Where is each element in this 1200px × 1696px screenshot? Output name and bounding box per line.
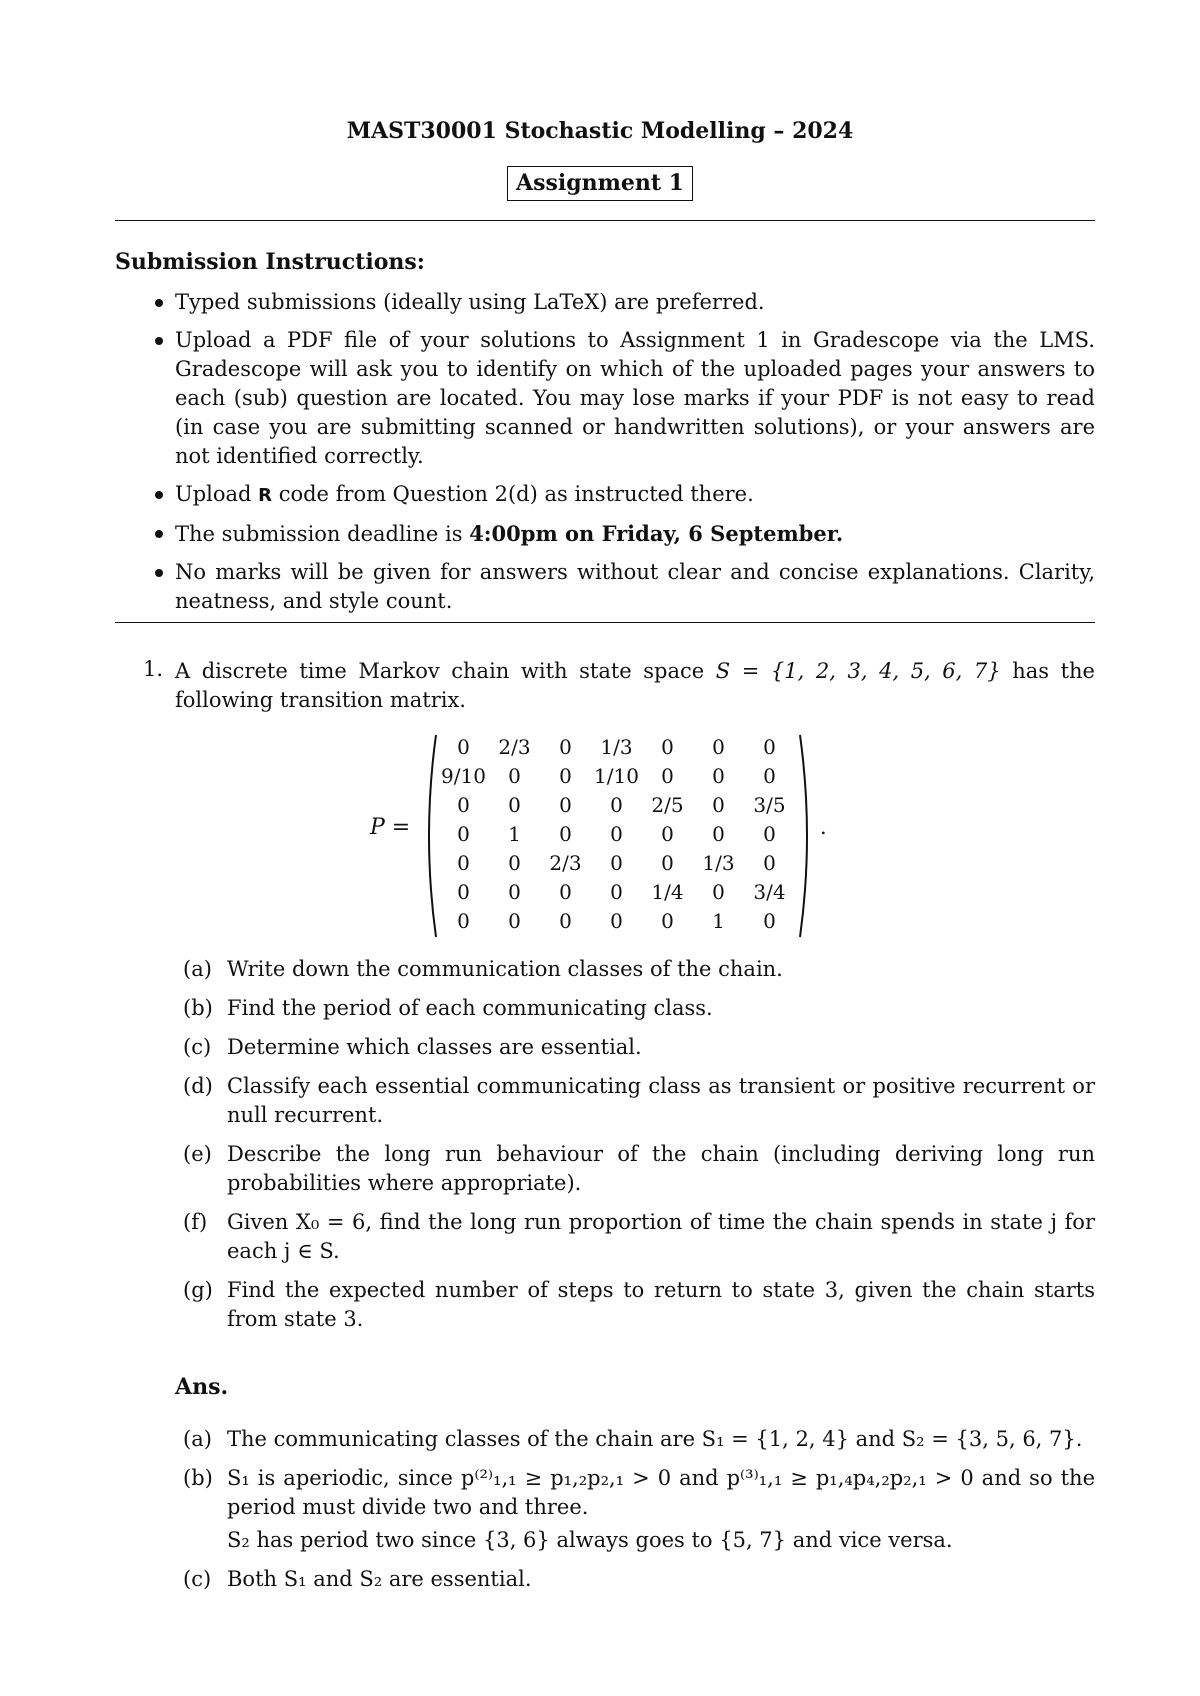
r-logo: R (258, 485, 273, 506)
document-title: MAST30001 Stochastic Modelling – 2024 (346, 118, 854, 144)
matrix-cell: 1/3 (702, 851, 735, 875)
answer-a: (a) The communicating classes of the chain are S₁ = {1, 2, 4} and S₂ = {3, 5, 6, 7}. (183, 1427, 1083, 1451)
bullet-icon (155, 299, 163, 307)
part-label: (c) (183, 1035, 212, 1059)
matrix-cell: 0 (610, 880, 623, 904)
matrix-cell: 0 (763, 851, 776, 875)
part-text: Write down the communication classes of the chain. (227, 957, 783, 981)
matrix-cell: 2/5 (651, 793, 684, 817)
matrix-cell: 0 (712, 764, 725, 788)
matrix-cell: 0 (712, 822, 725, 846)
matrix-cell: 0 (763, 822, 776, 846)
part-text: Describe the long run behaviour of the chain (including deriving long run probabilities where appropriate). (227, 1142, 1095, 1195)
matrix-cell: 0 (559, 822, 572, 846)
left-paren-icon (420, 733, 438, 939)
part-text: Find the period of each communicating class. (227, 996, 713, 1020)
matrix-cell: 0 (661, 909, 674, 933)
right-paren-icon (798, 733, 816, 939)
matrix-cell: 0 (712, 735, 725, 759)
part-label: (a) (183, 957, 212, 981)
matrix-row (438, 762, 795, 791)
matrix-row (438, 733, 795, 762)
answer-heading: Ans. (175, 1374, 229, 1400)
matrix-cell: 0 (712, 793, 725, 817)
part-label: (g) (183, 1278, 213, 1302)
matrix-cell: 1/4 (651, 880, 684, 904)
question-part (175, 1140, 1095, 1198)
question-number: 1. (143, 657, 164, 681)
matrix-cell: 0 (559, 735, 572, 759)
matrix-row (438, 849, 795, 878)
matrix-cell: 0 (763, 764, 776, 788)
matrix-cell: 1 (712, 909, 725, 933)
matrix-cell: 0 (559, 880, 572, 904)
part-label: (f) (183, 1210, 208, 1234)
matrix-body (438, 733, 795, 936)
question-part (175, 955, 1095, 984)
matrix-cell: 0 (457, 793, 470, 817)
instruction-item: Typed submissions (ideally using LaTeX) are preferred. (115, 288, 1095, 317)
question-intro: A discrete time Markov chain with state space S = {1, 2, 3, 4, 5, 6, 7} has the following transition matrix. (175, 659, 1095, 712)
instruction-item: Upload R code from Question 2(d) as instructed there. (115, 480, 1095, 510)
matrix-period: . (820, 815, 827, 839)
answer-b: (b) S₁ is aperiodic, since p⁽²⁾₁,₁ ≥ p₁,₂p₂,₁ > 0 and p⁽³⁾₁,₁ ≥ p₁,₄p₄,₂p₂,₁ > 0 and so the period must divide two and three. S₂ has period two since {3, 6} always goes to {5, 7} and vice versa. (175, 1464, 1095, 1555)
part-label: (d) (183, 1074, 213, 1098)
matrix-cell: 0 (508, 793, 521, 817)
matrix-cell: 0 (508, 764, 521, 788)
matrix-cell: 0 (712, 880, 725, 904)
matrix-cell: 0 (559, 909, 572, 933)
matrix-cell: 0 (661, 735, 674, 759)
matrix-row (438, 907, 795, 936)
instruction-item: The submission deadline is 4:00pm on Friday, 6 September. (115, 519, 1095, 549)
matrix-row (438, 878, 795, 907)
bottom-divider (115, 622, 1095, 623)
part-text: Given X₀ = 6, find the long run proportion of time the chain spends in state j for each j ∈ S. (227, 1210, 1095, 1263)
assignment-label: Assignment 1 (507, 166, 693, 201)
matrix-cell: 1/10 (594, 764, 639, 788)
question-part (175, 1276, 1095, 1334)
matrix-cell: 0 (508, 851, 521, 875)
part-label: (e) (183, 1142, 212, 1166)
matrix-cell: 0 (763, 909, 776, 933)
matrix-cell: 9/10 (441, 764, 486, 788)
matrix-cell: 0 (610, 909, 623, 933)
matrix-cell: 0 (457, 735, 470, 759)
top-divider (115, 220, 1095, 221)
matrix-cell: 0 (457, 880, 470, 904)
latex-logo: LaTeX (533, 290, 600, 314)
matrix-row (438, 820, 795, 849)
part-label: (b) (183, 996, 213, 1020)
question-part (175, 1072, 1095, 1130)
answer-c: (c) Both S₁ and S₂ are essential. (183, 1567, 532, 1591)
bullet-icon (155, 337, 163, 345)
matrix-cell: 0 (610, 851, 623, 875)
question-part (175, 1208, 1095, 1266)
matrix-cell: 0 (610, 793, 623, 817)
part-text: Classify each essential communicating class as transient or positive recurrent or null recurrent. (227, 1074, 1095, 1127)
answer-list (175, 1425, 1095, 1604)
matrix-row (438, 791, 795, 820)
part-text: Find the expected number of steps to return to state 3, given the chain starts from state 3. (227, 1278, 1095, 1331)
matrix-cell: 0 (661, 822, 674, 846)
matrix-label: P = (370, 815, 411, 840)
matrix-cell: 3/4 (753, 880, 786, 904)
matrix-cell: 2/3 (549, 851, 582, 875)
state-space: S = {1, 2, 3, 4, 5, 6, 7} (715, 659, 1001, 683)
bullet-icon (155, 491, 163, 499)
assignment-box-wrap (0, 166, 1200, 201)
instructions-heading: Submission Instructions: (115, 249, 425, 275)
matrix-cell: 3/5 (753, 793, 786, 817)
matrix-cell: 0 (661, 851, 674, 875)
part-text: Determine which classes are essential. (227, 1035, 642, 1059)
matrix-cell: 0 (661, 764, 674, 788)
question-part (175, 994, 1095, 1023)
matrix-cell: 2/3 (498, 735, 531, 759)
instructions-list (115, 288, 1095, 625)
instruction-item: No marks will be given for answers without clear and concise explanations. Clarity, neatness, and style count. (115, 558, 1095, 616)
matrix-cell: 0 (559, 764, 572, 788)
bullet-icon (155, 569, 163, 577)
instruction-item: Upload a PDF file of your solutions to Assignment 1 in Gradescope via the LMS. Gradescope will ask you to identify on which of the uploaded pages your answers to each (sub) question are located. You may lose marks if your PDF is not easy to read (in case you are submitting scanned or handwritten solutions), or your answers are not identified correctly. (115, 326, 1095, 471)
matrix-cell: 0 (457, 822, 470, 846)
matrix-cell: 1 (508, 822, 521, 846)
deadline-date: 4:00pm on Friday, 6 September (469, 521, 836, 546)
matrix-cell: 0 (610, 822, 623, 846)
matrix-cell: 0 (457, 851, 470, 875)
bullet-icon (155, 530, 163, 538)
answer-b-second: S₂ has period two since {3, 6} always goes to {5, 7} and vice versa. (227, 1528, 953, 1552)
question-1 (115, 657, 1095, 715)
question-part (175, 1033, 1095, 1062)
matrix-cell: 0 (559, 793, 572, 817)
matrix-cell: 0 (457, 909, 470, 933)
matrix-cell: 1/3 (600, 735, 633, 759)
matrix-cell: 0 (508, 909, 521, 933)
question-parts (175, 955, 1095, 1344)
matrix-cell: 0 (763, 735, 776, 759)
matrix-cell: 0 (508, 880, 521, 904)
